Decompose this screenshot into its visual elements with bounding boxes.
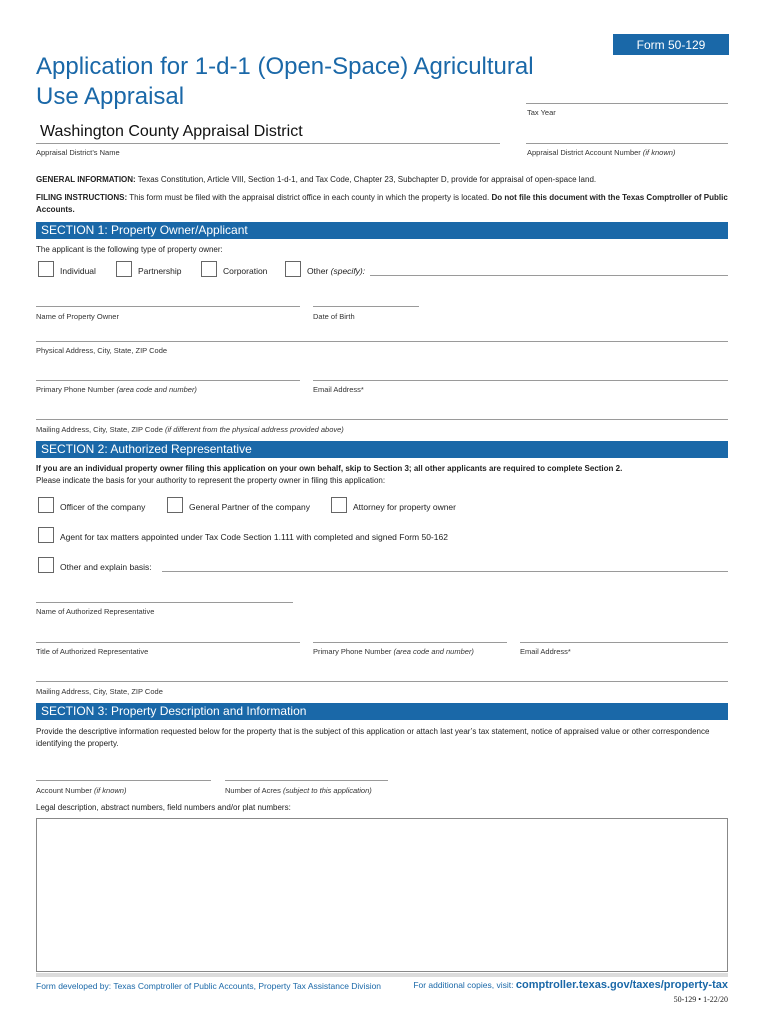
section-2-header: SECTION 2: Authorized Representative (36, 441, 728, 458)
officer-checkbox[interactable] (38, 497, 54, 513)
attorney-checkbox[interactable] (331, 497, 347, 513)
other-owner-checkbox[interactable] (285, 261, 301, 277)
date-of-birth-label: Date of Birth (313, 312, 355, 321)
footer-url-link[interactable]: comptroller.texas.gov/taxes/property-tax (515, 979, 728, 991)
section-3-header: SECTION 3: Property Description and Information (36, 703, 728, 720)
footer-copies: For additional copies, visit: comptroller.texas.gov/taxes/property-tax (413, 979, 728, 991)
rep-phone-field[interactable] (313, 642, 507, 643)
physical-address-label: Physical Address, City, State, ZIP Code (36, 346, 168, 355)
attorney-label: Attorney for property owner (353, 502, 456, 512)
owner-email-label: Email Address* (313, 385, 364, 394)
title-line-2: Use Appraisal (36, 83, 185, 110)
date-of-birth-field[interactable] (313, 306, 419, 307)
number-of-acres-field[interactable] (225, 780, 388, 781)
general-partner-label: General Partner of the company (189, 502, 310, 512)
section-3-intro: Provide the descriptive information requested below for the property that is the subject of this application or attach last year’s tax statement, notice of appraised value or other correspondence identifying the property. (36, 727, 710, 748)
tax-year-field[interactable] (526, 103, 728, 104)
partnership-label: Partnership (138, 266, 182, 276)
partnership-checkbox[interactable] (116, 261, 132, 277)
individual-label: Individual (60, 266, 96, 276)
filing-instructions: FILING INSTRUCTIONS: This form must be filed with the appraisal district office in each county in which the property is located. Do not file this document with the Texas Comptroller of Public Accounts. (36, 193, 728, 214)
section-1-header: SECTION 1: Property Owner/Applicant (36, 222, 728, 239)
general-information: GENERAL INFORMATION: Texas Constitution, Article VIII, Section 1-d-1, and Tax Code, Chapter 23, Subchapter D, provide for appraisal of open-space land. (36, 175, 597, 184)
owner-email-field[interactable] (313, 380, 728, 381)
page-title (36, 52, 534, 112)
account-number-property-field[interactable] (36, 780, 211, 781)
form-number-badge: Form 50-129 (613, 34, 729, 55)
district-name-field[interactable] (36, 143, 500, 144)
rep-email-field[interactable] (520, 642, 728, 643)
agent-checkbox[interactable] (38, 527, 54, 543)
footer-divider (36, 973, 728, 977)
title-line-1: Application for 1-d-1 (Open-Space) Agricultural (36, 53, 534, 80)
owner-name-field[interactable] (36, 306, 300, 307)
account-number-label: Appraisal District Account Number (if known) (527, 148, 676, 157)
corporation-label: Corporation (223, 266, 268, 276)
account-number-field[interactable] (526, 143, 728, 144)
owner-phone-field[interactable] (36, 380, 300, 381)
general-partner-checkbox[interactable] (167, 497, 183, 513)
physical-address-field[interactable] (36, 341, 728, 342)
section-2-intro: If you are an individual property owner filing this application on your own behalf, skip to Section 3; all other applicants are required to complete Section 2. Please indicate the basis for your authority to represent the property owner in filing this application: (36, 464, 623, 485)
individual-checkbox[interactable] (38, 261, 54, 277)
other-basis-label: Other and explain basis: (60, 562, 152, 572)
other-owner-label: Other (specify): (307, 266, 366, 276)
footer-form-code: 50-129 • 1-22/20 (673, 995, 728, 1004)
rep-email-label: Email Address* (520, 647, 571, 656)
number-of-acres-label: Number of Acres (subject to this application) (225, 786, 372, 795)
rep-name-label: Name of Authorized Representative (36, 607, 155, 616)
other-basis-field[interactable] (162, 571, 728, 572)
rep-title-field[interactable] (36, 642, 300, 643)
officer-label: Officer of the company (60, 502, 146, 512)
rep-title-label: Title of Authorized Representative (36, 647, 149, 656)
legal-description-label: Legal description, abstract numbers, field numbers and/or plat numbers: (36, 803, 291, 812)
other-basis-checkbox[interactable] (38, 557, 54, 573)
agent-label: Agent for tax matters appointed under Tax Code Section 1.111 with completed and signed Form 50-162 (60, 532, 448, 542)
rep-name-field[interactable] (36, 602, 293, 603)
corporation-checkbox[interactable] (201, 261, 217, 277)
district-name-label: Appraisal District’s Name (36, 148, 120, 157)
owner-mailing-address-field[interactable] (36, 419, 728, 420)
other-owner-specify-field[interactable] (370, 275, 728, 276)
owner-phone-label: Primary Phone Number (area code and number) (36, 385, 197, 394)
rep-mailing-address-field[interactable] (36, 681, 728, 682)
owner-mailing-address-label: Mailing Address, City, State, ZIP Code (if different from the physical address provided above) (36, 425, 344, 434)
rep-phone-label: Primary Phone Number (area code and number) (313, 647, 474, 656)
tax-year-label: Tax Year (527, 108, 556, 117)
owner-name-label: Name of Property Owner (36, 312, 119, 321)
section-1-intro: The applicant is the following type of property owner: (36, 245, 223, 254)
district-name-value[interactable]: Washington County Appraisal District (40, 123, 303, 140)
rep-mailing-address-label: Mailing Address, City, State, ZIP Code (36, 687, 163, 696)
account-number-property-label: Account Number (if known) (36, 786, 127, 795)
footer-developed-by: Form developed by: Texas Comptroller of Public Accounts, Property Tax Assistance Division (36, 981, 382, 991)
legal-description-textarea[interactable] (36, 818, 728, 972)
